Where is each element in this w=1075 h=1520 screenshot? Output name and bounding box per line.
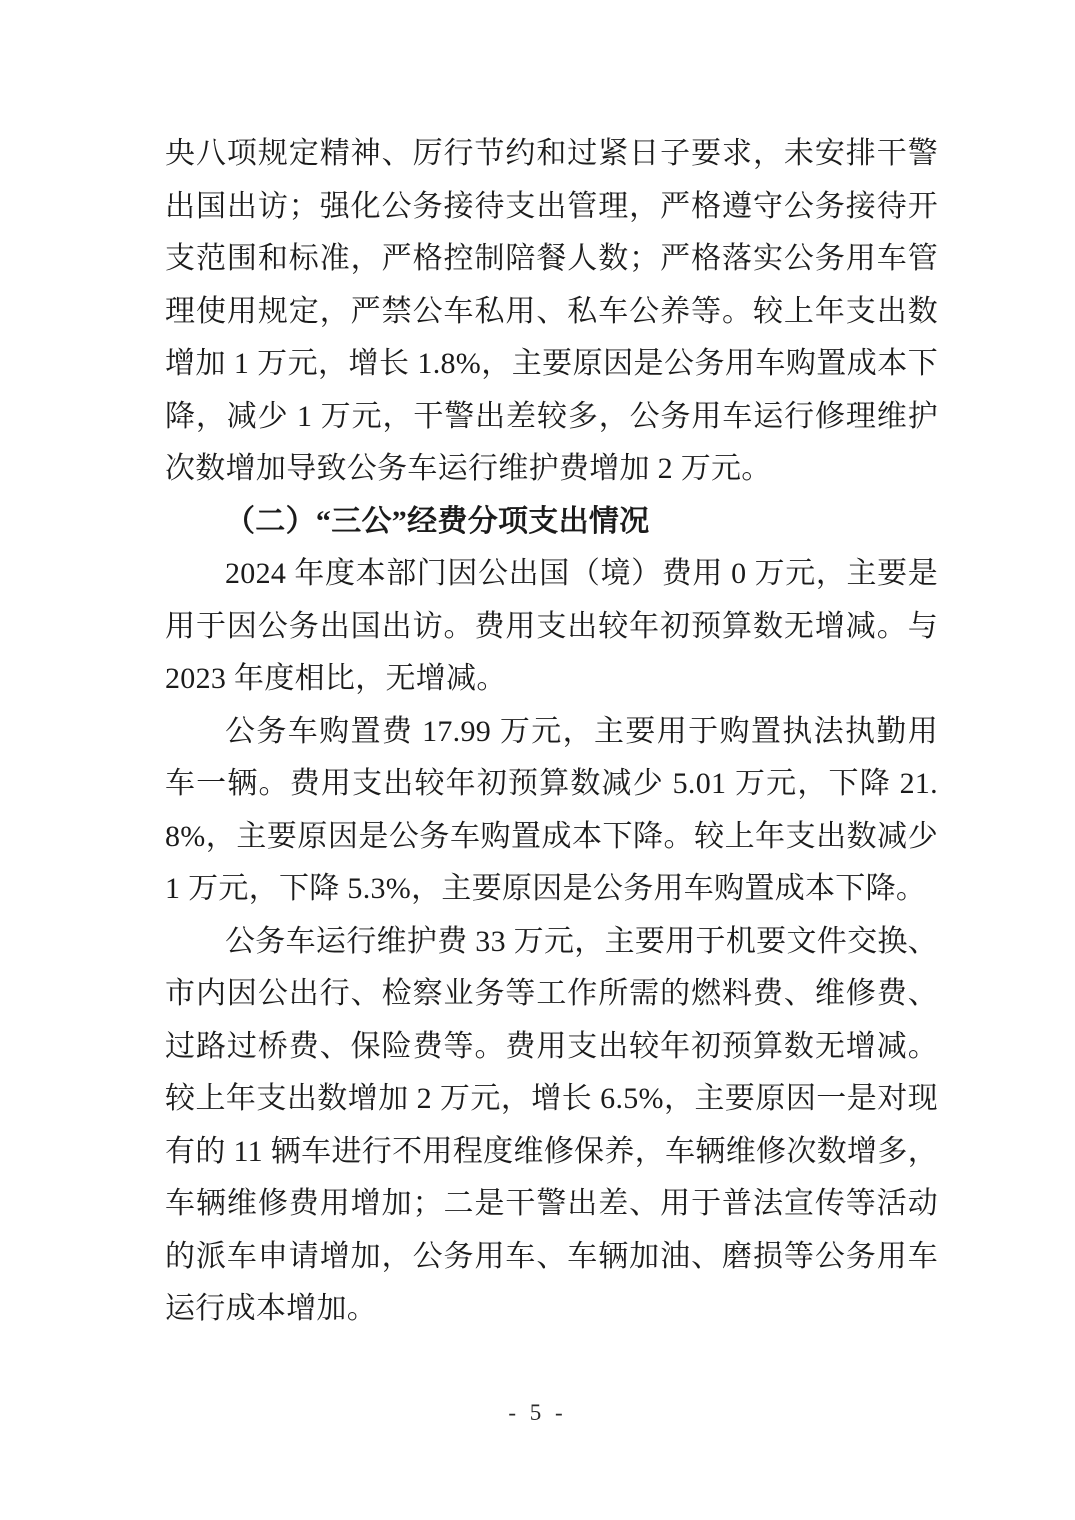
paragraph-continuation: 央八项规定精神、厉行节约和过紧日子要求，未安排干警出国出访；强化公务接待支出管理，严格遵守公务接待开支范围和标准，严格控制陪餐人数；严格落实公务用车管理使用规定，严禁公车私用、私车公养等。较上年支出数增加 1 万元，增长 1.8%，主要原因是公务用车购置成本下降，减少 1 万元，干警出差较多，公务用车运行修理维护次数增加导致公务车运行维护费增加 2 万元。 xyxy=(165,137,938,485)
document-body xyxy=(165,128,938,1336)
paragraph-vehicle-purchase: 公务车购置费 17.99 万元，主要用于购置执法执勤用车一辆。费用支出较年初预算数减少 5.01 万元，下降 21.8%，主要原因是公务车购置成本下降。较上年支出数减少 1 万元，下降 5.3%，主要原因是公务用车购置成本下降。 xyxy=(165,714,938,905)
paragraph-vehicle-maintenance: 公务车运行维护费 33 万元，主要用于机要文件交换、市内因公出行、检察业务等工作所需的燃料费、维修费、过路过桥费、保险费等。费用支出较年初预算数无增减。较上年支出数增加 2 万元，增长 6.5%，主要原因一是对现有的 11 辆车进行不用程度维修保养，车辆维修次数增多，车辆维修费用增加；二是干警出差、用于普法宣传等活动的派车申请增加，公务用车、车辆加油、磨损等公务用车运行成本增加。 xyxy=(165,924,938,1325)
page-number: - 5 - xyxy=(508,1400,567,1425)
paragraph-abroad-expense: 2024 年度本部门因公出国（境）费用 0 万元，主要是用于因公务出国出访。费用支出较年初预算数无增减。与 2023 年度相比，无增减。 xyxy=(165,557,938,695)
section-heading-three-public-expenses: （二）“三公”经费分项支出情况 xyxy=(225,504,650,538)
